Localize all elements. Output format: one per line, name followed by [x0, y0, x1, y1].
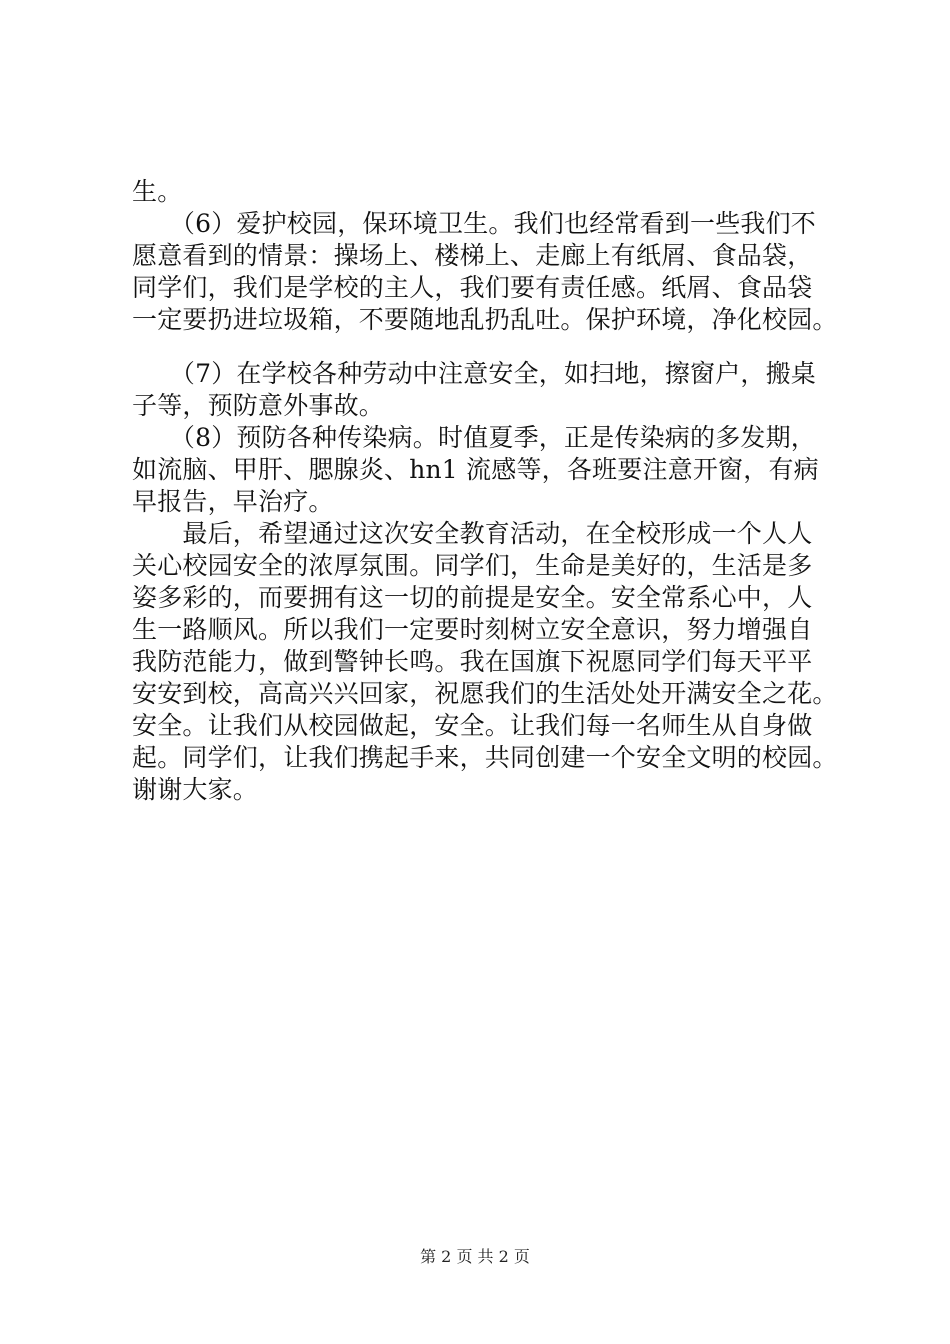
- text-line-16: 安安到校，高高兴兴回家，祝愿我们的生活处处开满安全之花。: [132, 679, 838, 708]
- text-line-2: （6）爱护校园，保环境卫生。我们也经常看到一些我们不: [132, 209, 817, 238]
- text-line-11: 最后，希望通过这次安全教育活动，在全校形成一个人人: [132, 519, 813, 548]
- text-line-3: 愿意看到的情景：操场上、楼梯上、走廊上有纸屑、食品袋，: [132, 241, 813, 270]
- text-line-4: 同学们，我们是学校的主人，我们要有责任感。纸屑、食品袋: [132, 273, 813, 302]
- text-line-19: 谢谢大家。: [132, 775, 259, 804]
- text-line-15: 我防范能力，做到警钟长鸣。我在国旗下祝愿同学们每天平平: [132, 647, 813, 676]
- text-line-10: 早报告，早治疗。: [132, 487, 334, 516]
- text-line-12: 关心校园安全的浓厚氛围。同学们，生命是美好的，生活是多: [132, 551, 813, 580]
- text-line-9: 如流脑、甲肝、腮腺炎、hn1 流感等，各班要注意开窗，有病: [132, 455, 819, 484]
- text-line-8: （8）预防各种传染病。时值夏季，正是传染病的多发期，: [132, 423, 817, 452]
- page-number-footer: 第 2 页 共 2 页: [420, 1247, 530, 1266]
- text-line-18: 起。同学们，让我们携起手来，共同创建一个安全文明的校园。: [132, 743, 838, 772]
- text-line-7: 子等，预防意外事故。: [132, 391, 385, 420]
- text-line-17: 安全。让我们从校园做起，安全。让我们每一名师生从自身做: [132, 711, 813, 740]
- text-line-6: （7）在学校各种劳动中注意安全，如扫地，擦窗户，搬桌: [132, 359, 817, 388]
- text-line-13: 姿多彩的，而要拥有这一切的前提是安全。安全常系心中，人: [132, 583, 813, 612]
- text-line-1: 生。: [132, 177, 183, 206]
- text-line-5: 一定要扔进垃圾箱，不要随地乱扔乱吐。保护环境，净化校园。: [132, 305, 838, 334]
- text-line-14: 生一路顺风。所以我们一定要时刻树立安全意识，努力增强自: [132, 615, 813, 644]
